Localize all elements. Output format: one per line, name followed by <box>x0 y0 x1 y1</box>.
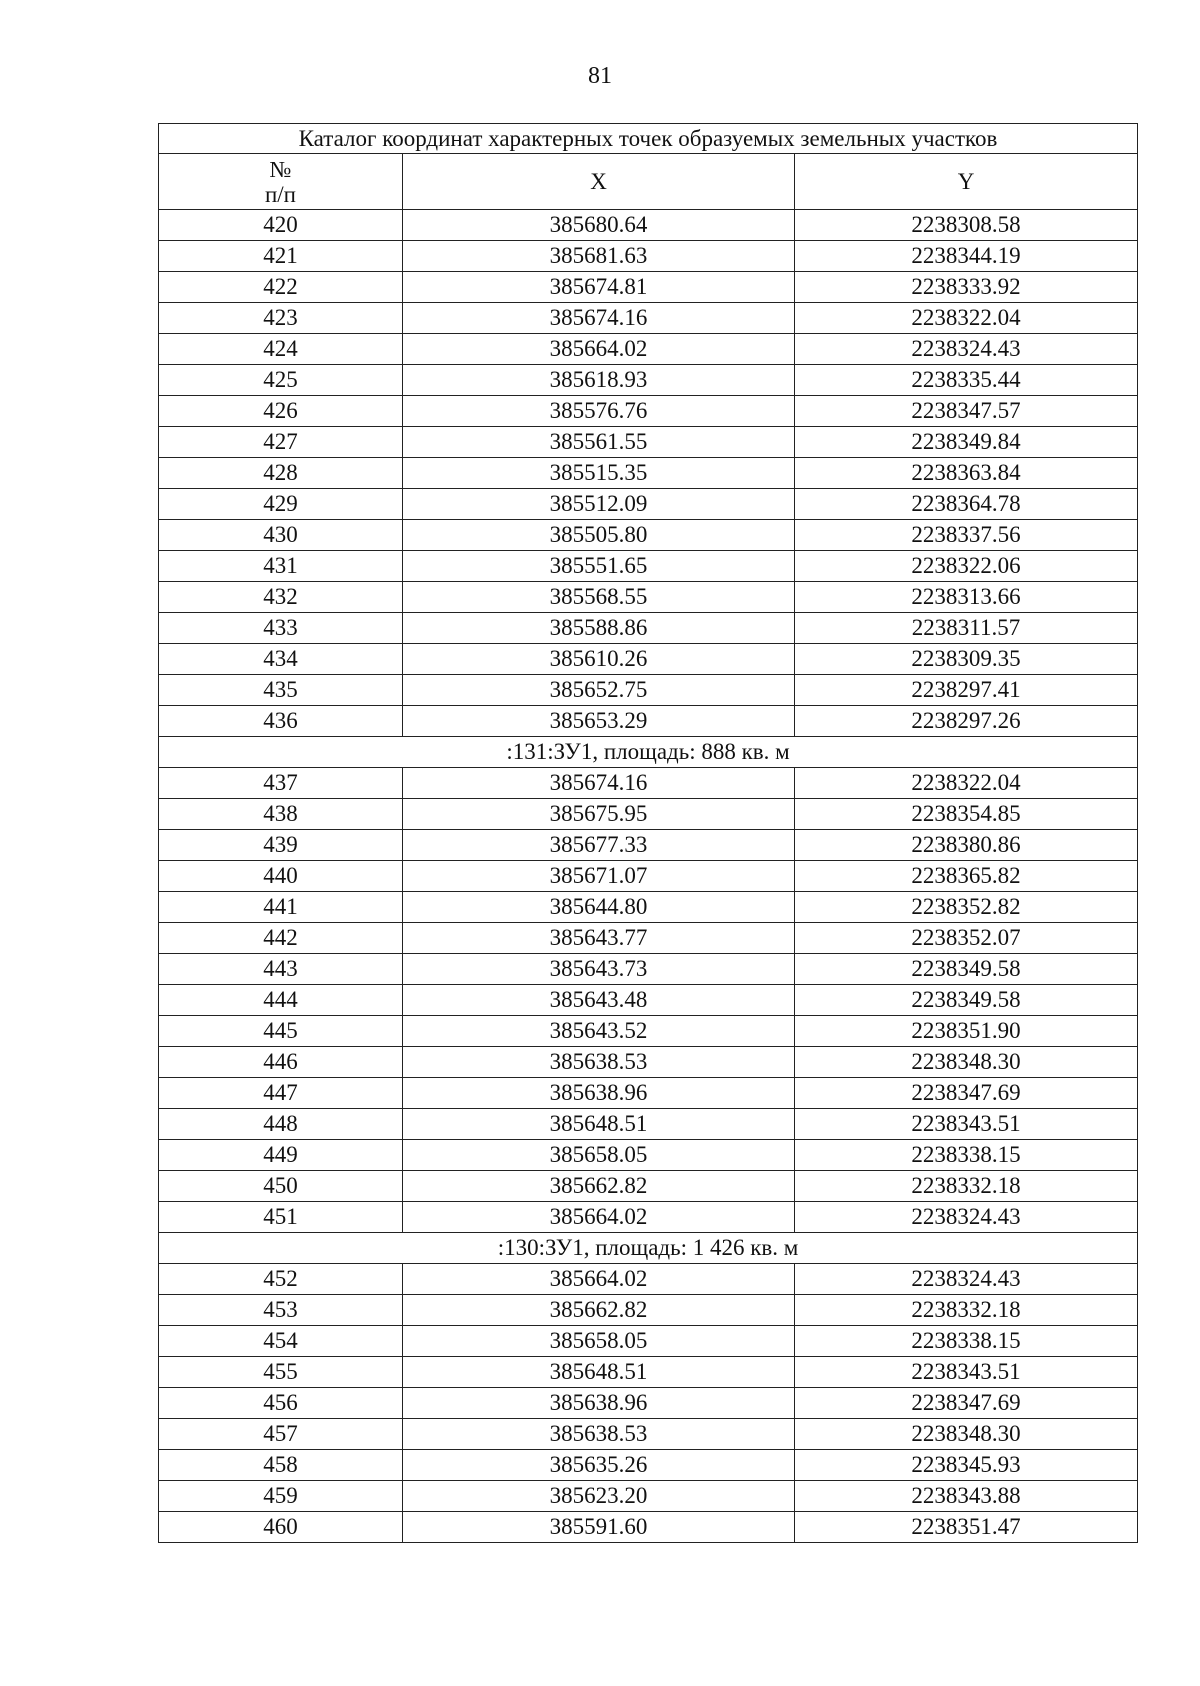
x-coordinate-cell: 385638.96 <box>403 1078 795 1109</box>
y-coordinate-cell: 2238297.26 <box>795 706 1138 737</box>
x-coordinate-cell: 385591.60 <box>403 1512 795 1543</box>
point-number-cell: 433 <box>159 613 403 644</box>
header-x: X <box>403 154 795 210</box>
table-row <box>159 1109 1138 1140</box>
point-number-cell: 425 <box>159 365 403 396</box>
table-row <box>159 365 1138 396</box>
y-coordinate-cell: 2238349.58 <box>795 985 1138 1016</box>
y-coordinate-cell: 2238365.82 <box>795 861 1138 892</box>
point-number-cell: 441 <box>159 892 403 923</box>
point-number-cell: 432 <box>159 582 403 613</box>
point-number-cell: 453 <box>159 1295 403 1326</box>
x-coordinate-cell: 385643.77 <box>403 923 795 954</box>
point-number-cell: 455 <box>159 1357 403 1388</box>
point-number-cell: 454 <box>159 1326 403 1357</box>
coordinates-catalog-table <box>158 123 1138 1543</box>
point-number-cell: 444 <box>159 985 403 1016</box>
section-row <box>159 1233 1138 1264</box>
x-coordinate-cell: 385674.16 <box>403 303 795 334</box>
x-coordinate-cell: 385515.35 <box>403 458 795 489</box>
table-row <box>159 1326 1138 1357</box>
table-row <box>159 1388 1138 1419</box>
table-row <box>159 427 1138 458</box>
y-coordinate-cell: 2238324.43 <box>795 1202 1138 1233</box>
point-number-cell: 429 <box>159 489 403 520</box>
y-coordinate-cell: 2238349.84 <box>795 427 1138 458</box>
point-number-cell: 426 <box>159 396 403 427</box>
point-number-cell: 431 <box>159 551 403 582</box>
table-row <box>159 1357 1138 1388</box>
y-coordinate-cell: 2238364.78 <box>795 489 1138 520</box>
table-row <box>159 489 1138 520</box>
x-coordinate-cell: 385662.82 <box>403 1171 795 1202</box>
section-label: :131:ЗУ1, площадь: 888 кв. м <box>159 737 1138 768</box>
table-row <box>159 1481 1138 1512</box>
y-coordinate-cell: 2238313.66 <box>795 582 1138 613</box>
table-row <box>159 1419 1138 1450</box>
point-number-cell: 423 <box>159 303 403 334</box>
point-number-cell: 459 <box>159 1481 403 1512</box>
y-coordinate-cell: 2238308.58 <box>795 210 1138 241</box>
y-coordinate-cell: 2238322.04 <box>795 768 1138 799</box>
y-coordinate-cell: 2238351.90 <box>795 1016 1138 1047</box>
table-row <box>159 520 1138 551</box>
point-number-cell: 451 <box>159 1202 403 1233</box>
x-coordinate-cell: 385588.86 <box>403 613 795 644</box>
table-row <box>159 644 1138 675</box>
point-number-cell: 427 <box>159 427 403 458</box>
x-coordinate-cell: 385658.05 <box>403 1326 795 1357</box>
x-coordinate-cell: 385635.26 <box>403 1450 795 1481</box>
point-number-cell: 436 <box>159 706 403 737</box>
point-number-cell: 434 <box>159 644 403 675</box>
y-coordinate-cell: 2238324.43 <box>795 334 1138 365</box>
x-coordinate-cell: 385664.02 <box>403 1202 795 1233</box>
point-number-cell: 450 <box>159 1171 403 1202</box>
point-number-cell: 420 <box>159 210 403 241</box>
point-number-cell: 422 <box>159 272 403 303</box>
table-row <box>159 334 1138 365</box>
header-number <box>159 154 403 210</box>
point-number-cell: 457 <box>159 1419 403 1450</box>
table-row <box>159 458 1138 489</box>
point-number-cell: 442 <box>159 923 403 954</box>
y-coordinate-cell: 2238322.06 <box>795 551 1138 582</box>
table-row <box>159 1140 1138 1171</box>
table-row <box>159 551 1138 582</box>
x-coordinate-cell: 385643.52 <box>403 1016 795 1047</box>
header-y: Y <box>795 154 1138 210</box>
point-number-cell: 460 <box>159 1512 403 1543</box>
x-coordinate-cell: 385664.02 <box>403 334 795 365</box>
table-row <box>159 1078 1138 1109</box>
x-coordinate-cell: 385618.93 <box>403 365 795 396</box>
point-number-cell: 439 <box>159 830 403 861</box>
y-coordinate-cell: 2238380.86 <box>795 830 1138 861</box>
y-coordinate-cell: 2238348.30 <box>795 1419 1138 1450</box>
y-coordinate-cell: 2238324.43 <box>795 1264 1138 1295</box>
table-row <box>159 582 1138 613</box>
header-number-sign: № <box>269 156 292 182</box>
table-row <box>159 1295 1138 1326</box>
x-coordinate-cell: 385576.76 <box>403 396 795 427</box>
y-coordinate-cell: 2238354.85 <box>795 799 1138 830</box>
x-coordinate-cell: 385680.64 <box>403 210 795 241</box>
point-number-cell: 448 <box>159 1109 403 1140</box>
y-coordinate-cell: 2238348.30 <box>795 1047 1138 1078</box>
y-coordinate-cell: 2238351.47 <box>795 1512 1138 1543</box>
y-coordinate-cell: 2238345.93 <box>795 1450 1138 1481</box>
x-coordinate-cell: 385638.53 <box>403 1047 795 1078</box>
x-coordinate-cell: 385671.07 <box>403 861 795 892</box>
point-number-cell: 446 <box>159 1047 403 1078</box>
table-row <box>159 985 1138 1016</box>
x-coordinate-cell: 385551.65 <box>403 551 795 582</box>
point-number-cell: 447 <box>159 1078 403 1109</box>
table-header-row <box>159 154 1138 210</box>
table-row <box>159 1202 1138 1233</box>
y-coordinate-cell: 2238352.82 <box>795 892 1138 923</box>
point-number-cell: 430 <box>159 520 403 551</box>
y-coordinate-cell: 2238309.35 <box>795 644 1138 675</box>
table-row <box>159 675 1138 706</box>
table-row <box>159 396 1138 427</box>
y-coordinate-cell: 2238347.69 <box>795 1078 1138 1109</box>
x-coordinate-cell: 385505.80 <box>403 520 795 551</box>
point-number-cell: 435 <box>159 675 403 706</box>
x-coordinate-cell: 385674.81 <box>403 272 795 303</box>
y-coordinate-cell: 2238333.92 <box>795 272 1138 303</box>
x-coordinate-cell: 385681.63 <box>403 241 795 272</box>
table-row <box>159 1264 1138 1295</box>
y-coordinate-cell: 2238343.51 <box>795 1109 1138 1140</box>
y-coordinate-cell: 2238335.44 <box>795 365 1138 396</box>
table-row <box>159 923 1138 954</box>
table-row <box>159 272 1138 303</box>
point-number-cell: 428 <box>159 458 403 489</box>
y-coordinate-cell: 2238352.07 <box>795 923 1138 954</box>
table-row <box>159 799 1138 830</box>
point-number-cell: 456 <box>159 1388 403 1419</box>
x-coordinate-cell: 385675.95 <box>403 799 795 830</box>
x-coordinate-cell: 385653.29 <box>403 706 795 737</box>
table-row <box>159 1171 1138 1202</box>
y-coordinate-cell: 2238343.88 <box>795 1481 1138 1512</box>
table-title: Каталог координат характерных точек образуемых земельных участков <box>159 124 1138 154</box>
x-coordinate-cell: 385658.05 <box>403 1140 795 1171</box>
table-row <box>159 303 1138 334</box>
x-coordinate-cell: 385652.75 <box>403 675 795 706</box>
point-number-cell: 440 <box>159 861 403 892</box>
y-coordinate-cell: 2238347.57 <box>795 396 1138 427</box>
table-body <box>159 124 1138 1543</box>
point-number-cell: 443 <box>159 954 403 985</box>
y-coordinate-cell: 2238337.56 <box>795 520 1138 551</box>
x-coordinate-cell: 385512.09 <box>403 489 795 520</box>
x-coordinate-cell: 385648.51 <box>403 1109 795 1140</box>
point-number-cell: 445 <box>159 1016 403 1047</box>
x-coordinate-cell: 385674.16 <box>403 768 795 799</box>
y-coordinate-cell: 2238332.18 <box>795 1295 1138 1326</box>
table-row <box>159 241 1138 272</box>
header-number-abbrev: п/п <box>264 181 296 207</box>
x-coordinate-cell: 385643.48 <box>403 985 795 1016</box>
table-row <box>159 1512 1138 1543</box>
y-coordinate-cell: 2238338.15 <box>795 1140 1138 1171</box>
y-coordinate-cell: 2238311.57 <box>795 613 1138 644</box>
x-coordinate-cell: 385664.02 <box>403 1264 795 1295</box>
x-coordinate-cell: 385561.55 <box>403 427 795 458</box>
table-row <box>159 210 1138 241</box>
table-row <box>159 1450 1138 1481</box>
x-coordinate-cell: 385638.53 <box>403 1419 795 1450</box>
x-coordinate-cell: 385623.20 <box>403 1481 795 1512</box>
table-row <box>159 1047 1138 1078</box>
x-coordinate-cell: 385648.51 <box>403 1357 795 1388</box>
section-row <box>159 737 1138 768</box>
x-coordinate-cell: 385662.82 <box>403 1295 795 1326</box>
section-label: :130:ЗУ1, площадь: 1 426 кв. м <box>159 1233 1138 1264</box>
point-number-cell: 458 <box>159 1450 403 1481</box>
x-coordinate-cell: 385644.80 <box>403 892 795 923</box>
y-coordinate-cell: 2238363.84 <box>795 458 1138 489</box>
y-coordinate-cell: 2238347.69 <box>795 1388 1138 1419</box>
point-number-cell: 438 <box>159 799 403 830</box>
table-row <box>159 613 1138 644</box>
point-number-cell: 424 <box>159 334 403 365</box>
y-coordinate-cell: 2238338.15 <box>795 1326 1138 1357</box>
table-row <box>159 954 1138 985</box>
y-coordinate-cell: 2238349.58 <box>795 954 1138 985</box>
table-row <box>159 706 1138 737</box>
y-coordinate-cell: 2238344.19 <box>795 241 1138 272</box>
point-number-cell: 452 <box>159 1264 403 1295</box>
table-row <box>159 892 1138 923</box>
table-row <box>159 1016 1138 1047</box>
point-number-cell: 421 <box>159 241 403 272</box>
y-coordinate-cell: 2238322.04 <box>795 303 1138 334</box>
y-coordinate-cell: 2238297.41 <box>795 675 1138 706</box>
x-coordinate-cell: 385643.73 <box>403 954 795 985</box>
y-coordinate-cell: 2238332.18 <box>795 1171 1138 1202</box>
table-row <box>159 830 1138 861</box>
table-title-row <box>159 124 1138 154</box>
point-number-cell: 437 <box>159 768 403 799</box>
table-row <box>159 861 1138 892</box>
table-row <box>159 768 1138 799</box>
x-coordinate-cell: 385677.33 <box>403 830 795 861</box>
x-coordinate-cell: 385610.26 <box>403 644 795 675</box>
x-coordinate-cell: 385568.55 <box>403 582 795 613</box>
y-coordinate-cell: 2238343.51 <box>795 1357 1138 1388</box>
page-number: 81 <box>588 63 612 89</box>
point-number-cell: 449 <box>159 1140 403 1171</box>
x-coordinate-cell: 385638.96 <box>403 1388 795 1419</box>
